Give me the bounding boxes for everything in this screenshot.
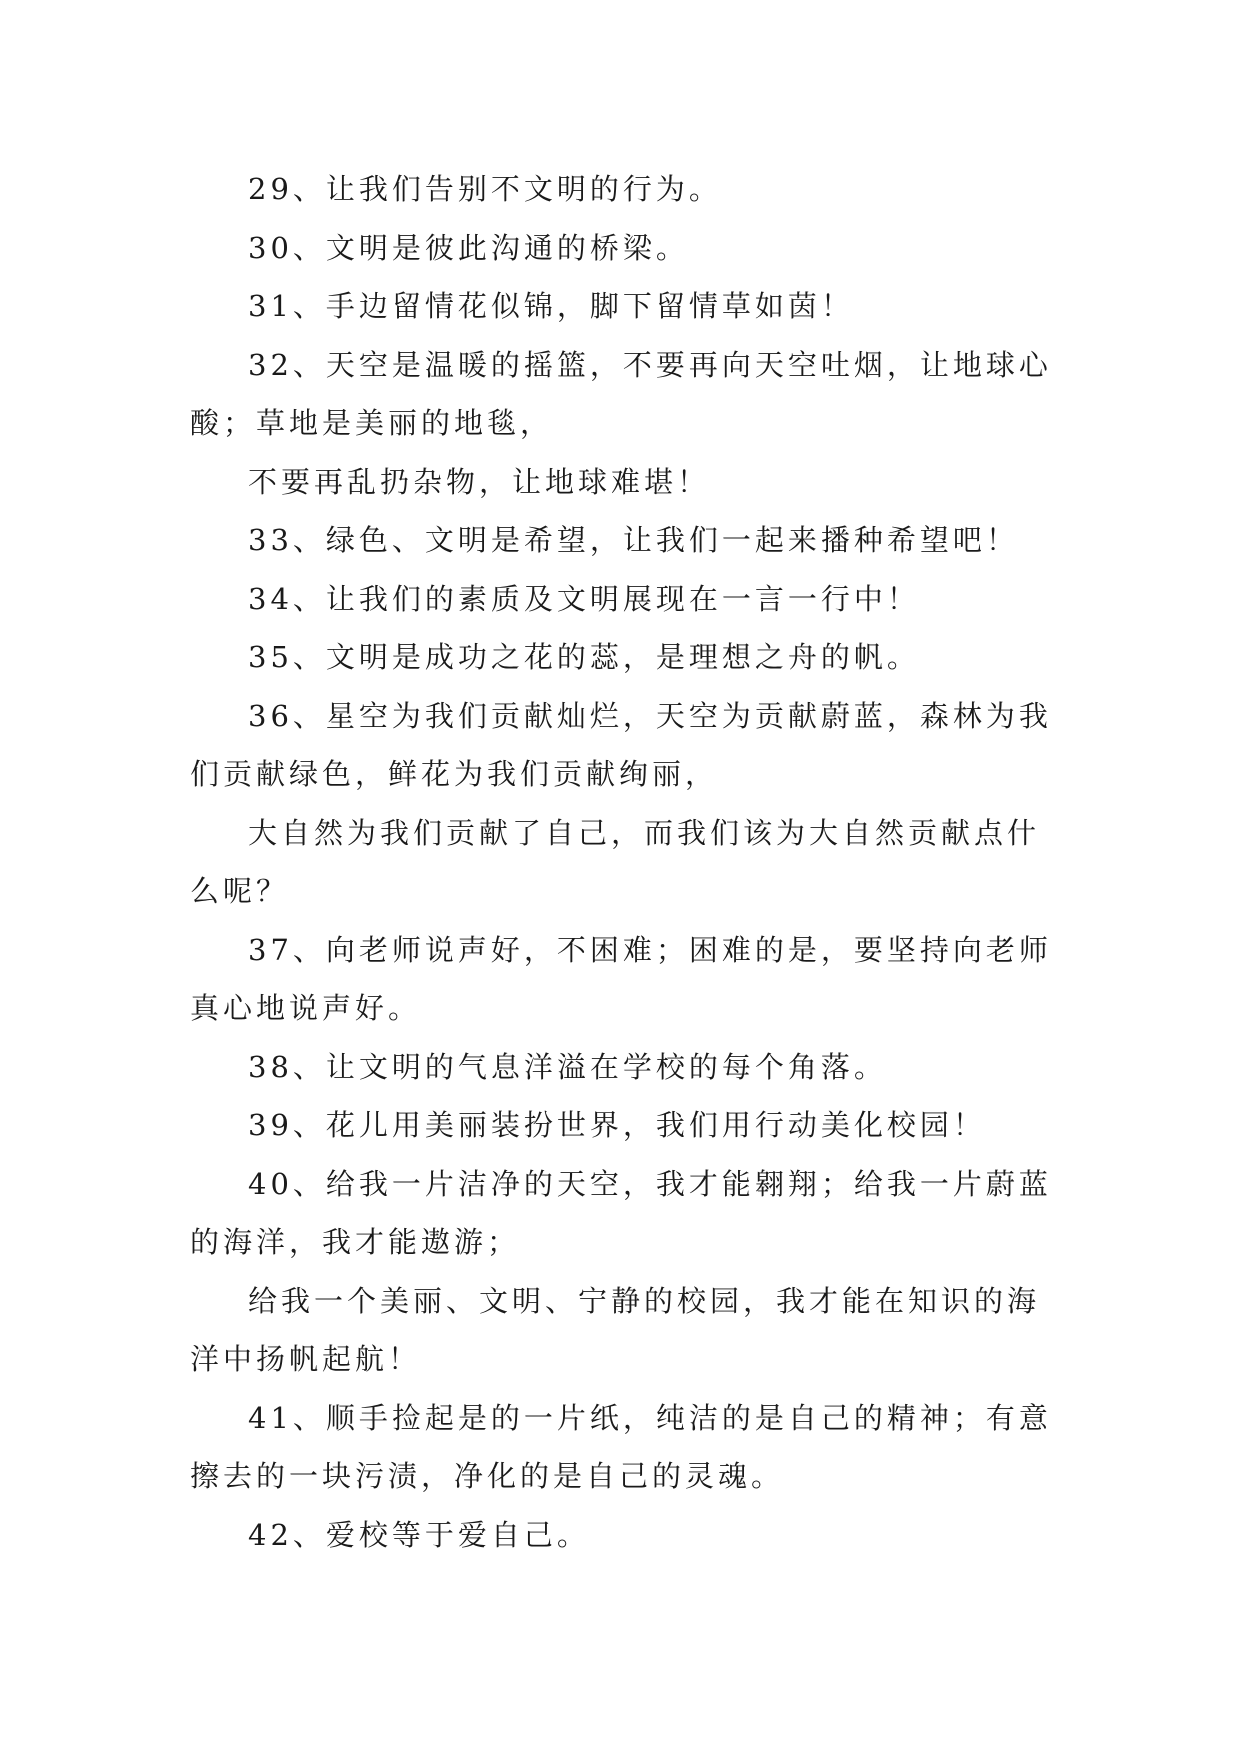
- paragraph-40: 40、给我一片洁净的天空，我才能翱翔；给我一片蔚蓝的海洋，我才能遨游；: [190, 1166, 1052, 1259]
- paragraph-37: 37、向老师说声好，不困难；困难的是，要坚持向老师真心地说声好。: [190, 932, 1052, 1025]
- paragraph-38: 38、让文明的气息洋溢在学校的每个角落。: [248, 1049, 887, 1084]
- paragraph-32: 32、天空是温暖的摇篮，不要再向天空吐烟，让地球心酸；草地是美丽的地毯，: [190, 347, 1052, 440]
- paragraph-35: 35、文明是成功之花的蕊，是理想之舟的帆。: [248, 640, 920, 674]
- paragraph-41: 41、顺手捡起是的一片纸，纯洁的是自己的精神；有意擦去的一块污渍，净化的是自己的灵魂。: [190, 1400, 1052, 1493]
- paragraph-34: 34、让我们的素质及文明展现在一言一行中！: [248, 581, 920, 616]
- paragraph-33: 33、绿色、文明是希望，让我们一起来播种希望吧！: [248, 523, 1019, 557]
- document-body: [190, 160, 1055, 1564]
- paragraph-32-continued: 不要再乱扔杂物，让地球难堪！: [248, 464, 711, 499]
- paragraph-40-continued: 给我一个美丽、文明、宁静的校园，我才能在知识的海洋中扬帆起航！: [190, 1283, 1041, 1376]
- paragraph-29: 29、让我们告别不文明的行为。: [248, 172, 722, 206]
- paragraph-31: 31、手边留情花似锦，脚下留情草如茵！: [248, 289, 854, 323]
- paragraph-36: 36、星空为我们贡献灿烂，天空为贡献蔚蓝，森林为我们贡献绿色，鲜花为我们贡献绚丽，: [190, 698, 1052, 791]
- paragraph-36-continued: 大自然为我们贡献了自己，而我们该为大自然贡献点什么呢？: [190, 815, 1041, 908]
- paragraph-42: 42、爱校等于爱自己。: [248, 1517, 590, 1552]
- paragraph-39: 39、花儿用美丽装扮世界，我们用行动美化校园！: [248, 1108, 986, 1142]
- paragraph-30: 30、文明是彼此沟通的桥梁。: [248, 230, 689, 265]
